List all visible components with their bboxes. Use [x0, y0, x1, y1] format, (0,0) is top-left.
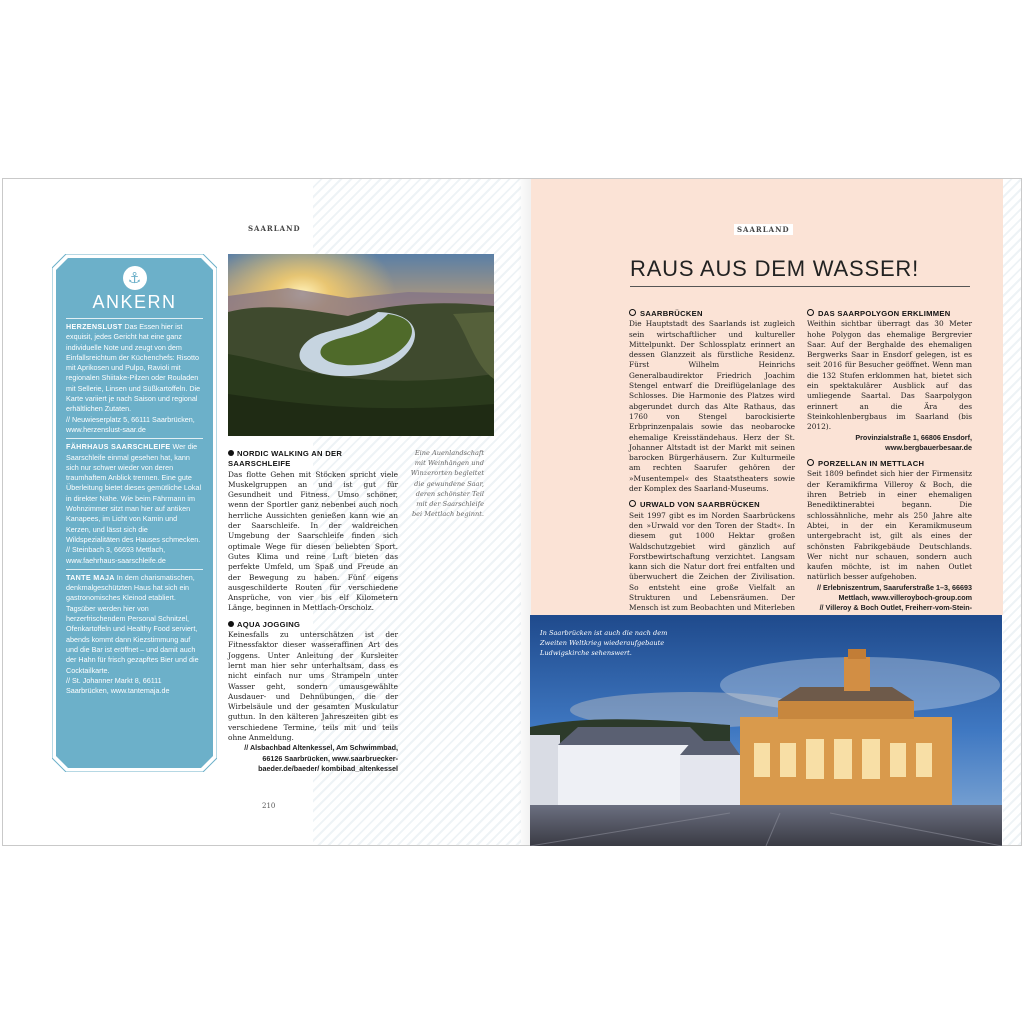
sidebar-entry — [66, 319, 203, 438]
right-edge-hatch — [1003, 179, 1021, 845]
section-text: Das flotte Gehen mit Stöcken spricht viele Muskelgruppen an und ist gut für Gesundheit und Fitness. Umso schöner, wenn der Sportler ganz nebenbei auch noch herrliche Aussichten genießen kann wie an der Saarschleife. In der waldreichen Umgebung der Saarschleife finden sich optimale Wege für diesen beliebten Sport. Gutes Klima und reine Luft bieten das perfekte Umfeld, um Spaß und Freude an der Bewegung zu haben. Fünf eigens ausgeschilderte Routen für verschiedene Ansprüche, von vier bis elf Kilometern Länge, beginnen in Mettlach-Orscholz. — [228, 469, 398, 613]
section-heading: DAS SAARPOLYGON ERKLIMMEN — [807, 309, 972, 319]
landscape-illustration — [228, 254, 494, 436]
page-number: 210 — [262, 802, 276, 810]
photo-caption-right: In Saarbrücken ist auch die nach dem Zweiten Weltkrieg wiederaufgebaute Ludwigskirche sehenswert. — [540, 629, 668, 658]
running-head-left: SAARLAND — [248, 224, 301, 233]
entry-text: In dem charismatischen, denkmalgeschützten Haus hat sich ein gastronomisches Kleinod etabliert. Tagsüber werden hier von herzerfrischendem Personal Schnitzel, Ofenkartoffeln und Healthy Food serviert, abends kommt dann Kiezstimmung auf und die Bar ist eröffnet – und damit auch der Hahn für frisch gezapftes Bier und die Cocktailkarte. — [66, 572, 199, 675]
circle-bullet-icon — [629, 500, 636, 507]
section-heading: PORZELLAN IN METTLACH — [807, 459, 972, 469]
section-text: Seit 1997 gibt es im Norden Saarbrückens den »Urwald vor den Toren der Stadt«. In diesem gut 1000 Hektar großen Waldschutzgebiet wird gänzlich auf Forstbewirtschaftung verzichtet. Langsam kann sich die Natur dort frei entfalten und überwuchert die Zeichen der Zivilisation. So entsteht eine große Vielfalt an Strukturen und Lebensräumen. Der Mensch ist zum Beobachten und Miterleben — [629, 510, 795, 613]
bullet-icon — [228, 621, 234, 627]
running-head-right: SAARLAND — [734, 224, 793, 235]
section-address: // Erlebniszentrum, Saaruferstraße 1–3, 66693 Mettlach, www.villeroyboch-group.com — [816, 582, 972, 603]
section-heading: SAARBRÜCKEN — [629, 309, 795, 319]
section-text: Seit 1809 befindet sich hier der Firmensitz der Keramikfirma Villeroy & Boch, die ihren Betrieb in einer ehemaligen Benediktinerabtei begann. Die schlossähnliche, mehr als 250 Jahre alte Abtei, in der ein Keramikmuseum untergebracht ist, gilt als eines der schönsten Fabrikgebäude Deutschlands. Wer nicht nur schauen, sondern auch kaufen möchte, ist im nahen Outlet natürlich besser aufgehoben. — [807, 469, 972, 582]
entry-address: // St. Johanner Markt 8, 66111 Saarbrücken, www.tantemaja.de — [66, 675, 170, 696]
section-text: Keinesfalls zu unterschätzen ist der Fitnessfaktor dieser wasseraffinen Art des Joggens. Unter Anleitung der Kursleiter lernt man hier sehr unterhaltsam, dass es nicht einfach nur ums Strampeln unter Wasser geht, sondern umausgewählte Ausdauer- und Dehnübungen, die der Wirbelsäule und der gesamten Muskulatur guttun. In den kälteren Jahreszeiten gibt es verschiedene Termine, teils mit und teils ohne Anmeldung. — [228, 630, 398, 743]
entry-address: // Neuwieserplatz 5, 66111 Saarbrücken, www.herzenslust-saar.de — [66, 414, 195, 434]
section-address: Provinzialstraße 1, 66806 Ensdorf, www.bergbauerbesaar.de — [855, 432, 972, 452]
bullet-icon — [228, 450, 234, 456]
section-address: // Villeroy & Boch Outlet, Freiherr-vom-Stein- — [819, 603, 972, 613]
sidebar-entry — [66, 438, 203, 569]
entry-head: FÄHRHAUS SAARSCHLEIFE — [66, 442, 171, 452]
entry-head: HERZENSLUST — [66, 322, 123, 331]
anchor-icon: ⚓ — [123, 266, 147, 290]
entry-head: TANTE MAJA — [66, 572, 115, 582]
entry-text: Wer die Saarschleife einmal gesehen hat, kann sich nur schwer wieder von deren traumhaftem Anblick trennen. Eine gute Überleitung bietet dieses gemütliche Lokal in direkter Nähe. Wie beim Fährmann im Wohnzimmer sitzt man hier auf antiken Kanapees, im Licht von Kamin und Kerzen, und lässt sich die Wildspezialitäten des Hauses schmecken. — [66, 442, 202, 544]
sidebar-ankern — [52, 254, 217, 772]
section-heading: URWALD VON SAARBRÜCKEN — [629, 500, 795, 510]
photo-caption-left: Eine Auenlandschaft mit Weinhängen und Winzerorten begleitet die gewundene Saar, deren schönster Teil mit der Saarschleife bei Mettlach beginnt. — [410, 449, 484, 519]
right-article-column-2 — [807, 309, 972, 624]
section-heading: AQUA JOGGING — [228, 620, 398, 630]
section-heading: NORDIC WALKING AN DER SAARSCHLEIFE — [228, 449, 343, 469]
circle-bullet-icon — [629, 309, 636, 316]
sidebar-title: ANKERN — [66, 292, 203, 319]
left-article-column — [228, 449, 398, 774]
entry-text: Das Essen hier ist exquisit, jedes Gericht hat eine ganz individuelle Note und zeugt von dem Einfallsreichtum der Küchenchefs: Risotto mit Aprikosen und Pulpo, Ravioli mit regionalen Shiitake-Pilzen oder Rouladen mit Sellerie, Linsen und Süßkartoffeln. Die Karte variiert je nach Saison und regional erhältlichen Zutaten. — [66, 322, 201, 414]
right-article-column-1 — [629, 309, 795, 634]
page-headline: RAUS AUS DEM WASSER! — [630, 256, 970, 287]
section-address: // Alsbachbad Altenkessel, Am Schwimmbad, 66126 Saarbrücken, www.saarbruecker-baeder.de/baeder/ kombibad_altenkessel — [244, 743, 398, 773]
gutter-shadow — [517, 179, 531, 845]
section-text: Die Hauptstadt des Saarlands ist zugleich sein wirtschaftlicher und kultureller Mittelpunkt. Der Schlossplatz erinnert an dessen Glanzzeit als fürstliche Residenz. Fürst Wilhelm Heinrichs Generalbaudirektor Friedrich Joachim Stengel entwarf die Dreiflügelanlage des Schlosses. Die Harmonie des Platzes wird abgerundet durch das Alte Rathaus, das 1760 von Stengel barockisierte Erbprinzenpalais sowie das neobarocke ehemalige Kreisständehaus. Herz der St. Johanner Altstadt ist der Markt mit seinen barocken Bürgerhäusern. Zur Kulturmeile am rechten Saarufer gehören der »Musentempel« des Staatstheaters sowie der Komplex des Saarland-Museums. — [629, 319, 795, 494]
saarschleife-photo — [228, 254, 494, 436]
section-text: Weithin sichtbar überragt das 30 Meter hohe Polygon das ehemalige Bergrevier Saar. Auf der Berghalde des ehemaligen Bergwerks Saar in Ensdorf gelegen, ist es seit 2016 für Besucher geöffnet. Wenn man die 132 Stufen erklommen hat, bietet sich ein spektakulärer Ausblick auf das umliegende Saartal. Das Saarpolygon erinnert an die Ära des Steinkohlenbergbaus im Saarland (bis 2012). — [807, 319, 972, 432]
circle-bullet-icon — [807, 309, 814, 316]
entry-address: // Steinbach 3, 66693 Mettlach, www.faehrhaus-saarschleife.de — [66, 545, 166, 565]
sidebar-entry — [66, 569, 203, 700]
sidebar-content — [66, 266, 203, 699]
circle-bullet-icon — [807, 459, 814, 466]
